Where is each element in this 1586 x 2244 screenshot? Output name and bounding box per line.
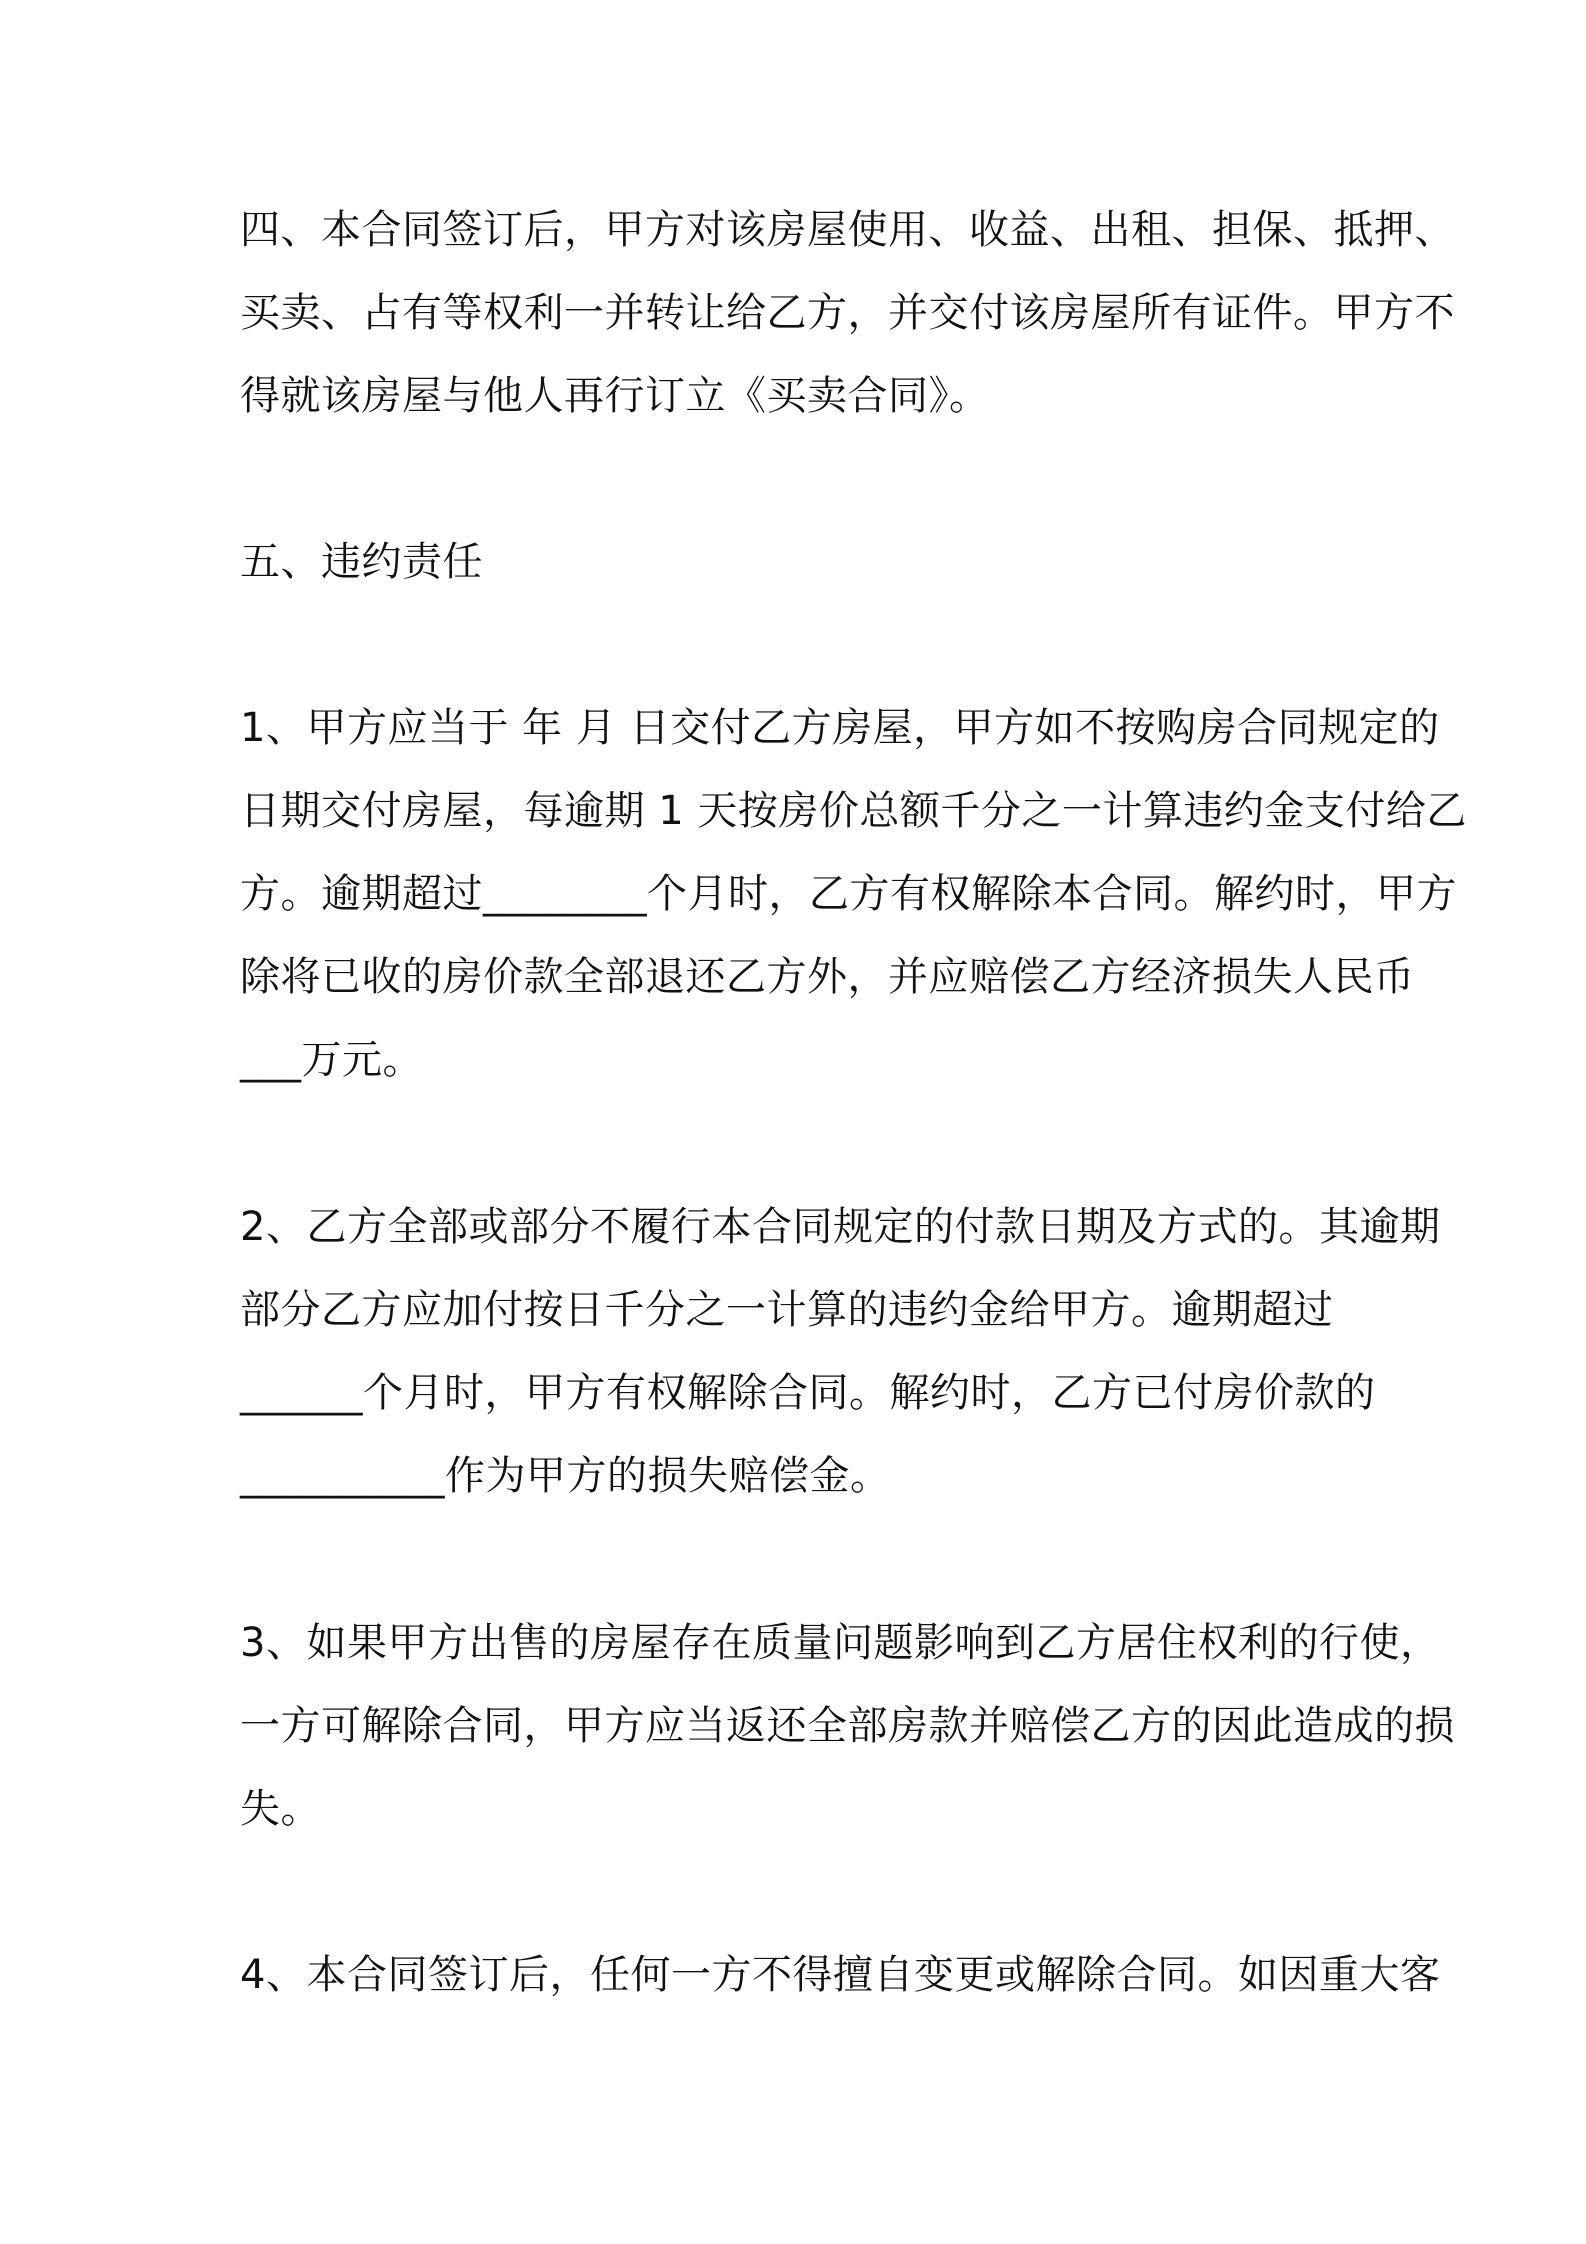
item-2-line-3: ______个月时，甲方有权解除合同。解约时，乙方已付房价款的 [240, 1370, 1376, 1416]
clause-4-line-2: 买卖、占有等权利一并转让给乙方，并交付该房屋所有证件。甲方不 [240, 290, 1455, 336]
item-3-line-1: 3、如果甲方出售的房屋存在质量问题影响到乙方居住权利的行使， [240, 1620, 1441, 1666]
item-2-line-1: 2、乙方全部或部分不履行本合同规定的付款日期及方式的。其逾期 [240, 1204, 1441, 1250]
item-2-line-4: __________作为甲方的损失赔偿金。 [240, 1453, 891, 1499]
item-3-line-2: 一方可解除合同，甲方应当返还全部房款并赔偿乙方的因此造成的损 [240, 1703, 1455, 1749]
item-1-line-2: 日期交付房屋，每逾期 1 天按房价总额千分之一计算违约金支付给乙 [240, 788, 1467, 834]
clause-4-line-3: 得就该房屋与他人再行订立《买卖合同》。 [240, 373, 990, 419]
clause-4-line-1: 四、本合同签订后，甲方对该房屋使用、收益、出租、担保、抵押、 [240, 207, 1455, 253]
item-2-line-2: 部分乙方应加付按日千分之一计算的违约金给甲方。逾期超过 [240, 1287, 1334, 1333]
section-heading-breach-liability: 五、违约责任 [240, 539, 483, 585]
item-4-line-1: 4、本合同签订后，任何一方不得擅自变更或解除合同。如因重大客 [240, 1952, 1441, 1998]
item-1-line-1: 1、甲方应当于 年 月 日交付乙方房屋，甲方如不按购房合同规定的 [240, 705, 1440, 751]
item-1-line-5: ___万元。 [240, 1037, 423, 1083]
item-1-line-4: 除将已收的房价款全部退还乙方外，并应赔偿乙方经济损失人民币 [240, 954, 1415, 1000]
item-1-line-3: 方。逾期超过________个月时，乙方有权解除本合同。解约时，甲方 [240, 871, 1457, 917]
item-3-line-3: 失。 [240, 1786, 321, 1832]
